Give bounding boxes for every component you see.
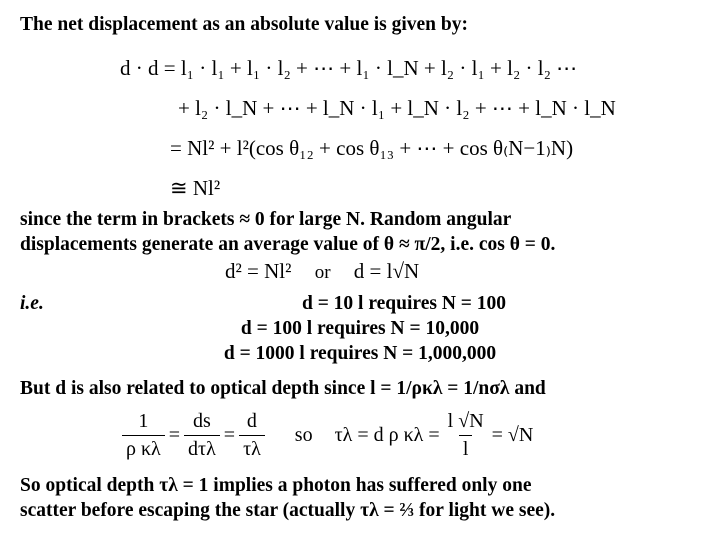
- eq3-frac2-num: ds: [193, 410, 211, 432]
- eq1-row1: [120, 56, 577, 81]
- eq1-row4: ≅ Nl²: [170, 176, 221, 200]
- requirement-3: d = 1000 l requires N = 1,000,000: [223, 343, 497, 364]
- eq3-tau: τλ = d ρ κλ =: [334, 424, 440, 446]
- intro-text: The net displacement as an absolute value is given by:: [20, 14, 468, 35]
- eq3-frac1-num: 1: [138, 410, 149, 432]
- eq3-frac3: [239, 410, 265, 461]
- eq1-row2: + l₂ · l_N + ⋯ + l_N · l₁ + l_N · l₂ + ⋯ + l_N · l_N: [178, 96, 616, 120]
- para3-line2: scatter before escaping the star (actually τλ = ⅔ for light we see).: [20, 500, 556, 521]
- eq3-frac3-num: d: [246, 410, 257, 432]
- requirement-1: d = 10 l requires N = 100: [301, 293, 507, 314]
- eq3-frac2: [184, 410, 220, 461]
- ie-label: i.e.: [20, 293, 44, 314]
- eq2-left: d² = Nl²: [225, 259, 292, 283]
- para3-line1: So optical depth τλ = 1 implies a photon has suffered only one: [20, 475, 532, 496]
- eq3-frac3-den: τλ: [239, 435, 265, 461]
- eq3-frac4-num: l √N: [447, 410, 484, 432]
- eq3-frac1: [122, 410, 165, 461]
- eq3-frac4-den: l: [459, 435, 473, 461]
- requirement-2: d = 100 l requires N = 10,000: [240, 318, 480, 339]
- eq3: $\frac{1}{\text{ρ κλ}}$ = $\frac{ds}{\text{dτλ}}$ = $\frac{d}{\tau\lambda}$ so τλ = d ρ κλ = $\frac{l √N}{l}$ = √N: [118, 410, 533, 461]
- eq1-row3: = Nl² + l²(cos θ₁₂ + cos θ₁₃ + ⋯ + cos θ₍N−1₎N): [170, 136, 574, 160]
- eq3-so: so: [294, 424, 313, 446]
- eq1-lhs: d · d =: [120, 56, 181, 80]
- eq2: [225, 259, 419, 284]
- para1-line2: displacements generate an average value of θ ≈ π/2, i.e. cos θ = 0.: [20, 234, 556, 255]
- para2-text: But d is also related to optical depth since l = 1/ρκλ = 1/nσλ and: [20, 378, 546, 399]
- eq1-row1-rhs: l₁ · l₁ + l₁ · l₂ + ⋯ + l₁ · l_N + l₂ · l₁ + l₂ · l₂ ⋯: [180, 56, 578, 80]
- eq2-right: d = l√N: [353, 259, 420, 283]
- eq3-frac4: [444, 410, 488, 461]
- eq3-frac2-den: dτλ: [184, 435, 220, 461]
- eq3-frac1-den: ρ κλ: [122, 435, 165, 461]
- eq2-or: or: [314, 262, 331, 283]
- eq3-tail: = √N: [491, 424, 534, 446]
- para1-line1: since the term in brackets ≈ 0 for large N. Random angular: [20, 209, 512, 230]
